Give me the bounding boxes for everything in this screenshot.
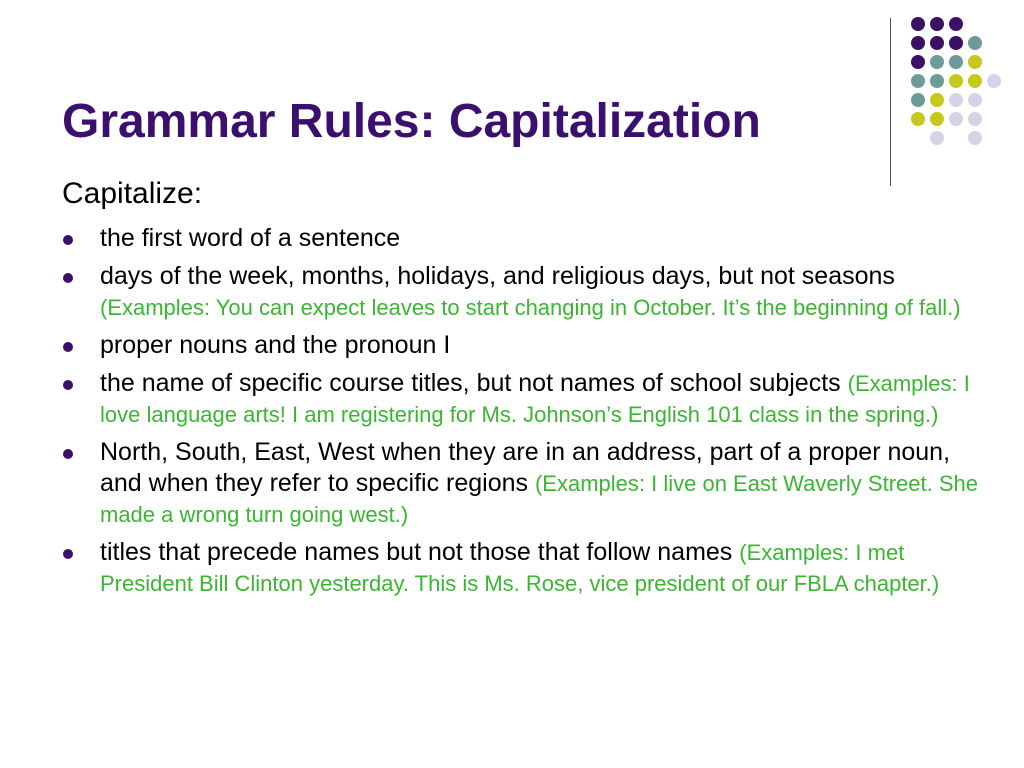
decorative-dot xyxy=(968,74,982,88)
bullet-list xyxy=(62,223,982,606)
bullet-example: (Examples: I live on East Waverly Street. She made a wrong turn going west.) xyxy=(100,471,978,527)
decorative-dot xyxy=(968,93,982,107)
decorative-dot xyxy=(968,36,982,50)
decorative-dot xyxy=(930,55,944,69)
decorative-dot xyxy=(949,93,963,107)
bullet-text: the name of specific course titles, but not names of school subjects xyxy=(100,369,841,397)
decorative-dot xyxy=(930,112,944,126)
decorative-dot xyxy=(987,74,1001,88)
decorative-dot xyxy=(949,36,963,50)
decorative-dot xyxy=(911,93,925,107)
bullet-example: (Examples: I love language arts! I am registering for Ms. Johnson’s English 101 class in the spring.) xyxy=(100,371,970,427)
decorative-dot xyxy=(911,17,925,31)
bullet-marker xyxy=(63,273,73,283)
decorative-dot xyxy=(968,55,982,69)
decorative-dot xyxy=(968,112,982,126)
decorative-dot xyxy=(930,131,944,145)
list-item xyxy=(62,537,982,599)
list-item xyxy=(62,261,982,323)
list-item xyxy=(62,437,982,530)
decorative-dot xyxy=(949,17,963,31)
bullet-example: (Examples: I met President Bill Clinton yesterday. This is Ms. Rose, vice president of our FBLA chapter.) xyxy=(100,540,940,596)
bullet-example: (Examples: You can expect leaves to start changing in October. It’s the beginning of fall.) xyxy=(100,295,961,320)
decorative-dot xyxy=(949,55,963,69)
decorative-dot xyxy=(911,36,925,50)
slide-title: Grammar Rules: Capitalization xyxy=(62,95,761,148)
list-item xyxy=(62,330,982,361)
bullet-text: titles that precede names but not those that follow names xyxy=(100,538,733,566)
bullet-text: North, South, East, West when they are in an address, part of a proper noun, and when they refer to specific regions xyxy=(100,438,951,497)
bullet-marker xyxy=(63,449,73,459)
decorative-dot xyxy=(968,131,982,145)
decorative-dot xyxy=(930,93,944,107)
list-item xyxy=(62,368,982,430)
bullet-marker xyxy=(63,235,73,245)
decorative-dot xyxy=(949,74,963,88)
decorative-dot xyxy=(911,55,925,69)
bullet-text: days of the week, months, holidays, and religious days, but not seasons xyxy=(100,262,895,290)
decorative-dot xyxy=(930,17,944,31)
vertical-divider xyxy=(890,18,891,186)
intro-text: Capitalize: xyxy=(62,177,203,210)
decorative-dot xyxy=(949,112,963,126)
decorative-dot xyxy=(911,112,925,126)
bullet-marker xyxy=(63,380,73,390)
decorative-dot xyxy=(930,74,944,88)
bullet-text: the first word of a sentence xyxy=(100,224,401,252)
bullet-text: proper nouns and the pronoun I xyxy=(100,331,451,359)
decorative-dot xyxy=(911,74,925,88)
list-item xyxy=(62,223,982,254)
bullet-marker xyxy=(63,549,73,559)
bullet-marker xyxy=(63,342,73,352)
decorative-dot xyxy=(930,36,944,50)
